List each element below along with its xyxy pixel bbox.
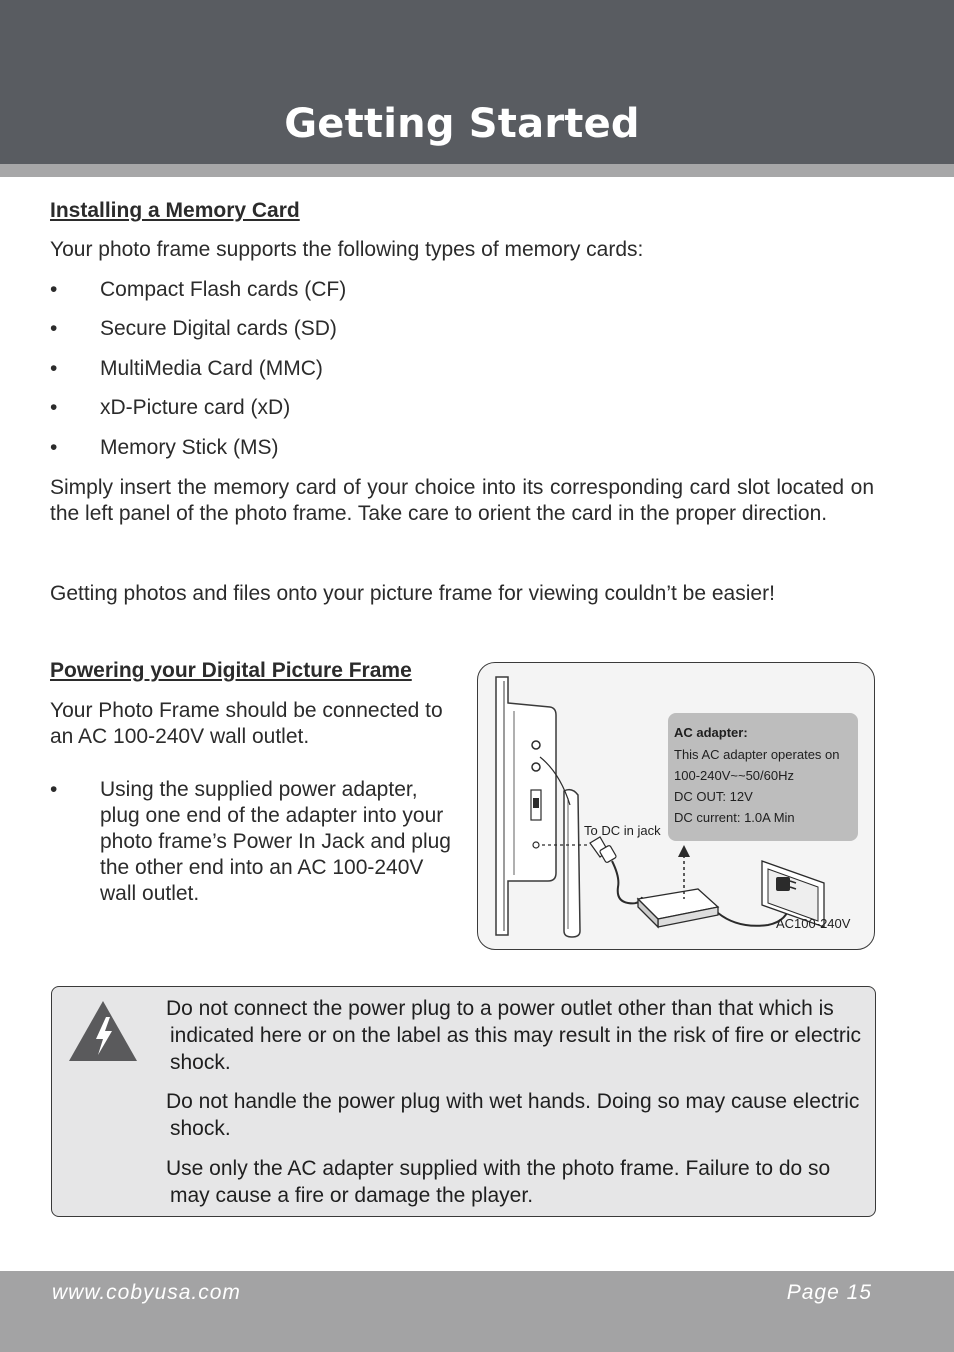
memory-card-instructions: Simply insert the memory card of your choice into its corresponding card slot located on the left panel of the photo frame. Take care to orient the card in the proper direction. — [50, 476, 874, 525]
bullet-mark: • — [50, 396, 58, 419]
memory-card-closing: Getting photos and files onto your picture frame for viewing couldn’t be easier! — [50, 582, 775, 605]
list-item: Compact Flash cards (CF) — [100, 278, 347, 301]
list-item: xD-Picture card (xD) — [100, 396, 291, 419]
bullet-mark: • — [50, 317, 58, 340]
bullet-mark: • — [50, 436, 58, 459]
power-intro: Your Photo Frame should be connected to an AC 100-240V wall outlet. — [50, 699, 443, 748]
spec-line: DC OUT: 12V — [674, 789, 753, 804]
memory-card-intro: Your photo frame supports the following types of memory cards: — [50, 238, 644, 261]
power-instruction: Using the supplied power adapter, plug one end of the adapter into your photo frame’s Power In Jack and plug the other end into an AC 100-240V wall outlet. — [100, 778, 451, 905]
warning-text: Do not handle the power plug with wet hands. Doing so may cause electric shock. — [166, 1090, 860, 1140]
list-item: MultiMedia Card (MMC) — [100, 357, 323, 380]
spec-line: 100-240V~~50/60Hz — [674, 768, 794, 783]
footer-url: www.cobyusa.com — [52, 1281, 241, 1304]
list-item: Secure Digital cards (SD) — [100, 317, 337, 340]
adapter-spec-box — [668, 713, 858, 841]
bullet-mark: • — [50, 278, 58, 301]
memory-card-heading: Installing a Memory Card — [50, 199, 300, 222]
spec-title: AC adapter: — [674, 725, 748, 740]
power-connection-diagram — [477, 662, 875, 950]
bullet-mark: • — [50, 778, 58, 801]
list-item: Memory Stick (MS) — [100, 436, 279, 459]
dc-jack-label: To DC in jack — [584, 823, 661, 838]
spec-line: DC current: 1.0A Min — [674, 810, 795, 825]
safety-warning-box — [51, 986, 876, 1217]
power-heading: Powering your Digital Picture Frame — [50, 659, 412, 682]
bullet-mark: • — [50, 357, 58, 380]
spec-line: This AC adapter operates on — [674, 747, 840, 762]
page-title: Getting Started — [284, 101, 640, 147]
outlet-voltage-label: AC100-240V — [776, 916, 851, 931]
header-divider — [0, 164, 954, 177]
warning-text: Use only the AC adapter supplied with the photo frame. Failure to do so may cause a fire or damage the player. — [166, 1157, 831, 1207]
page-number: Page 15 — [786, 1281, 872, 1304]
electric-shock-warning-icon — [68, 999, 138, 1063]
warning-text: Do not connect the power plug to a power outlet other than that which is indicated here or on the label as this may result in the risk of fire or electric shock. — [166, 997, 861, 1074]
